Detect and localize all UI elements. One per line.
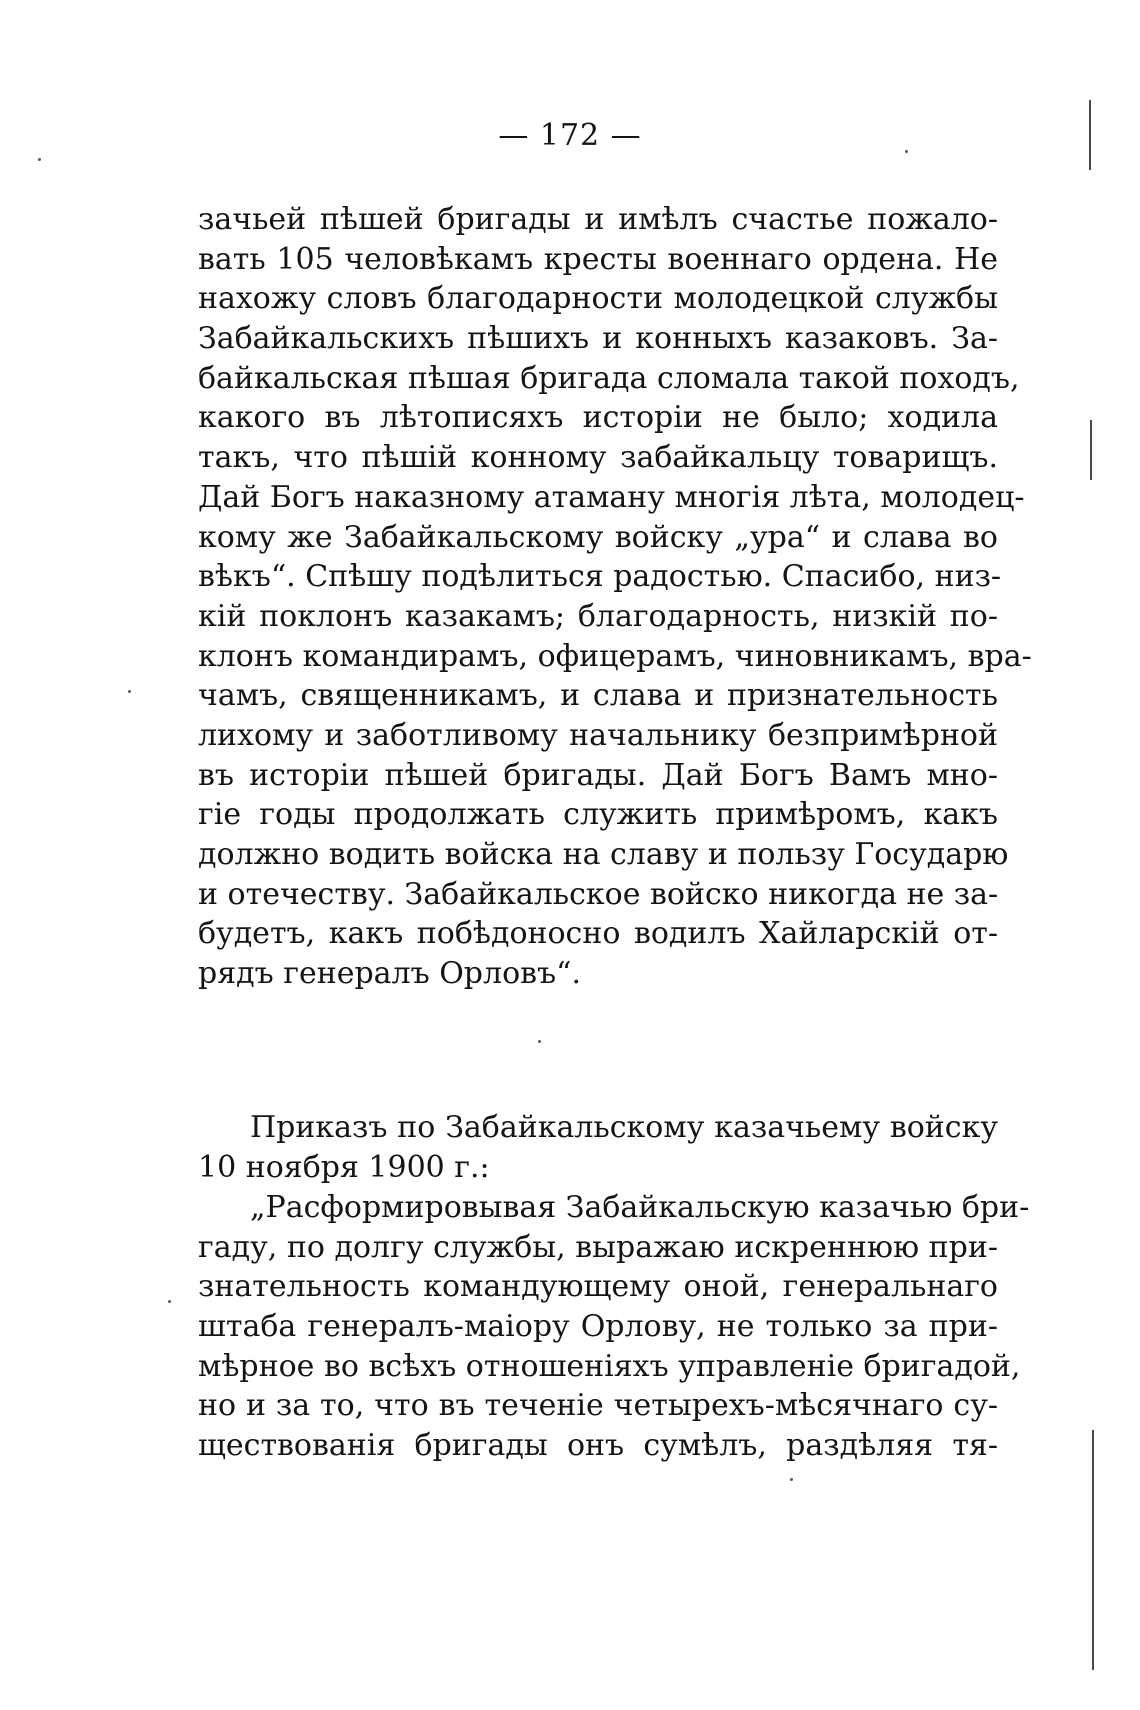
text-line: вать 105 человѣкамъ кресты военнаго ордена. Не bbox=[198, 241, 998, 277]
text-line: будетъ, какъ побѣдоносно водилъ Хайларскій от- bbox=[198, 916, 998, 952]
scan-speck bbox=[790, 1478, 793, 1481]
text-line: клонъ командирамъ, офицерамъ, чиновникамъ, вра- bbox=[198, 638, 1032, 674]
text-line: лихому и заботливому начальнику безпримѣрной bbox=[198, 717, 998, 753]
text-line: нахожу словъ благодарности молодецкой службы bbox=[198, 281, 998, 317]
text-line: гаду, по долгу службы, выражаю искреннюю при- bbox=[198, 1229, 998, 1265]
text-line: вѣкъ“. Спѣшу подѣлиться радостью. Спасибо, низ- bbox=[198, 559, 1002, 595]
order-date-line: 10 ноября 1900 г.: bbox=[198, 1149, 490, 1185]
page-number: — 172 — bbox=[498, 118, 642, 153]
text-line: должно водить войска на славу и пользу Государю bbox=[198, 837, 1009, 872]
text-line: кому же Забайкальскому войску „ура“ и слава во bbox=[198, 519, 998, 555]
text-line: кій поклонъ казакамъ; благодарность, низкій по- bbox=[198, 598, 998, 634]
text-line: мѣрное во всѣхъ отношеніяхъ управленіе бригадой, bbox=[198, 1348, 1021, 1384]
scan-speck bbox=[128, 690, 131, 693]
text-line: такъ, что пѣшій конному забайкальцу товарищъ. bbox=[198, 440, 998, 476]
scan-edge-mark bbox=[1089, 100, 1091, 170]
text-line: знательность командующему оной, генеральнаго bbox=[198, 1269, 998, 1305]
paragraph-continued bbox=[198, 200, 1032, 994]
scan-speck bbox=[905, 150, 908, 153]
text-line: гіе годы продолжать служить примѣромъ, какъ bbox=[198, 797, 998, 833]
text-line: въ исторіи пѣшей бригады. Дай Богъ Вамъ мно- bbox=[198, 757, 998, 793]
text-line: байкальская пѣшая бригада сломала такой походъ, bbox=[198, 360, 1020, 396]
text-line: и отечеству. Забайкальское войско никогда не за- bbox=[198, 876, 999, 912]
text-line: какого въ лѣтописяхъ исторіи не было; ходила bbox=[198, 400, 998, 436]
text-line: Забайкальскихъ пѣшихъ и конныхъ казаковъ. За- bbox=[198, 321, 998, 357]
text-line: но и за то, что въ теченіе четырехъ-мѣсячнаго су- bbox=[198, 1388, 998, 1424]
text-line: штаба генералъ-маіору Орлову, не только за при- bbox=[198, 1309, 998, 1345]
scan-speck bbox=[38, 158, 41, 161]
scan-edge-mark bbox=[1092, 1430, 1094, 1670]
order-heading bbox=[198, 1108, 998, 1187]
scan-speck bbox=[168, 1300, 171, 1303]
text-line: „Расформировывая Забайкальскую казачью бри- bbox=[250, 1190, 1030, 1225]
text-line: чамъ, священникамъ, и слава и признательность bbox=[198, 678, 998, 714]
text-line: Дай Богъ наказному атаману многія лѣта, молодец- bbox=[198, 479, 1025, 515]
text-line: ществованія бригады онъ сумѣлъ, раздѣляя тя- bbox=[198, 1428, 998, 1464]
text-line: зачьей пѣшей бригады и имѣлъ счастье пожало- bbox=[198, 202, 998, 237]
order-title-line: Приказъ по Забайкальскому казачьему войску bbox=[250, 1110, 998, 1145]
text-line: рядъ генералъ Орловъ“. bbox=[198, 956, 581, 992]
scan-speck bbox=[538, 1040, 541, 1043]
order-text bbox=[198, 1188, 1030, 1466]
scan-edge-mark bbox=[1090, 420, 1092, 480]
